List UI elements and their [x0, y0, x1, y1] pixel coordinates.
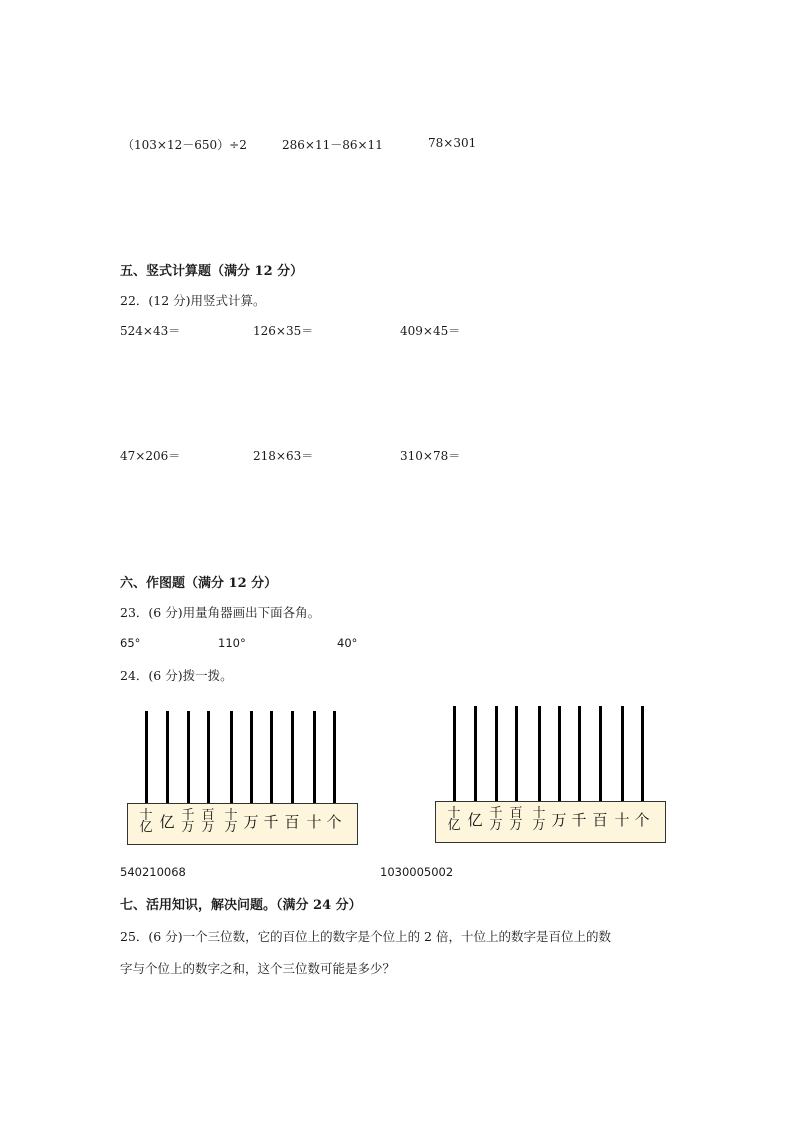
- place-label: 十 万: [224, 808, 238, 835]
- abacus-rod: [515, 706, 518, 801]
- expression-2: 286×11－86×11: [282, 138, 383, 152]
- abacus-rod: [599, 706, 602, 801]
- expression-1: （103×12－650）÷2: [122, 138, 247, 152]
- place-label: 万: [551, 811, 567, 829]
- place-label: 十 亿: [139, 808, 153, 835]
- question-23: 23．(6 分)用量角器画出下面各角。: [120, 605, 321, 620]
- question-22: 22．(12 分)用竖式计算。: [120, 293, 266, 308]
- place-label: 千 万: [489, 806, 503, 833]
- number-2: 1030005002: [380, 865, 454, 879]
- question-25-line2: 字与个位上的数字之和，这个三位数可能是多少？: [120, 961, 396, 976]
- abacus-rod: [291, 711, 294, 803]
- place-label: 千 万: [181, 808, 195, 835]
- place-label: 百 万: [201, 808, 215, 835]
- section6-heading: 六、作图题（满分 12 分）: [120, 576, 278, 591]
- place-label: 十 亿: [447, 806, 461, 833]
- place-label: 亿: [467, 811, 483, 829]
- abacus-rod: [207, 711, 210, 803]
- abacus-rod: [578, 706, 581, 801]
- abacus-rod: [230, 711, 233, 803]
- question-24: 24．(6 分)拨一拨。: [120, 668, 233, 683]
- expression-3: 78×301: [428, 136, 477, 150]
- abacus-rod: [270, 711, 273, 803]
- angle-65: 65°: [120, 636, 141, 650]
- calc-5: 218×63＝: [253, 449, 314, 463]
- abacus-rod: [166, 711, 169, 803]
- angle-40: 40°: [337, 636, 358, 650]
- section5-heading: 五、竖式计算题（满分 12 分）: [120, 264, 304, 279]
- place-label: 亿: [159, 813, 175, 831]
- calc-6: 310×78＝: [400, 449, 461, 463]
- place-label: 百: [284, 813, 300, 831]
- abacus-rod: [187, 711, 190, 803]
- place-label: 个: [634, 811, 650, 829]
- place-label: 个: [326, 813, 342, 831]
- abacus-rod: [474, 706, 477, 801]
- place-label: 百: [592, 811, 608, 829]
- place-label: 十: [614, 811, 630, 829]
- abacus-rod: [453, 706, 456, 801]
- place-label: 千: [571, 811, 587, 829]
- number-1: 540210068: [120, 865, 186, 879]
- angle-110: 110°: [218, 636, 246, 650]
- place-label: 百 万: [509, 806, 523, 833]
- abacus-rod: [313, 711, 316, 803]
- place-label: 十: [306, 813, 322, 831]
- abacus-rod: [495, 706, 498, 801]
- abacus-rod: [621, 706, 624, 801]
- calc-4: 47×206＝: [120, 449, 181, 463]
- question-25-line1: 25．(6 分)一个三位数，它的百位上的数字是个位上的 2 倍，十位上的数字是百位上的数: [120, 929, 611, 944]
- abacus-rod: [250, 711, 253, 803]
- section7-heading: 七、活用知识，解决问题。（满分 24 分）: [120, 898, 362, 913]
- place-label: 万: [243, 813, 259, 831]
- place-label: 十 万: [532, 806, 546, 833]
- place-label: 千: [263, 813, 279, 831]
- abacus-rod: [641, 706, 644, 801]
- calc-3: 409×45＝: [400, 324, 461, 338]
- abacus-rod: [333, 711, 336, 803]
- abacus-rod: [145, 711, 148, 803]
- calc-1: 524×43＝: [120, 324, 181, 338]
- abacus-rod: [558, 706, 561, 801]
- abacus-rod: [538, 706, 541, 801]
- calc-2: 126×35＝: [253, 324, 314, 338]
